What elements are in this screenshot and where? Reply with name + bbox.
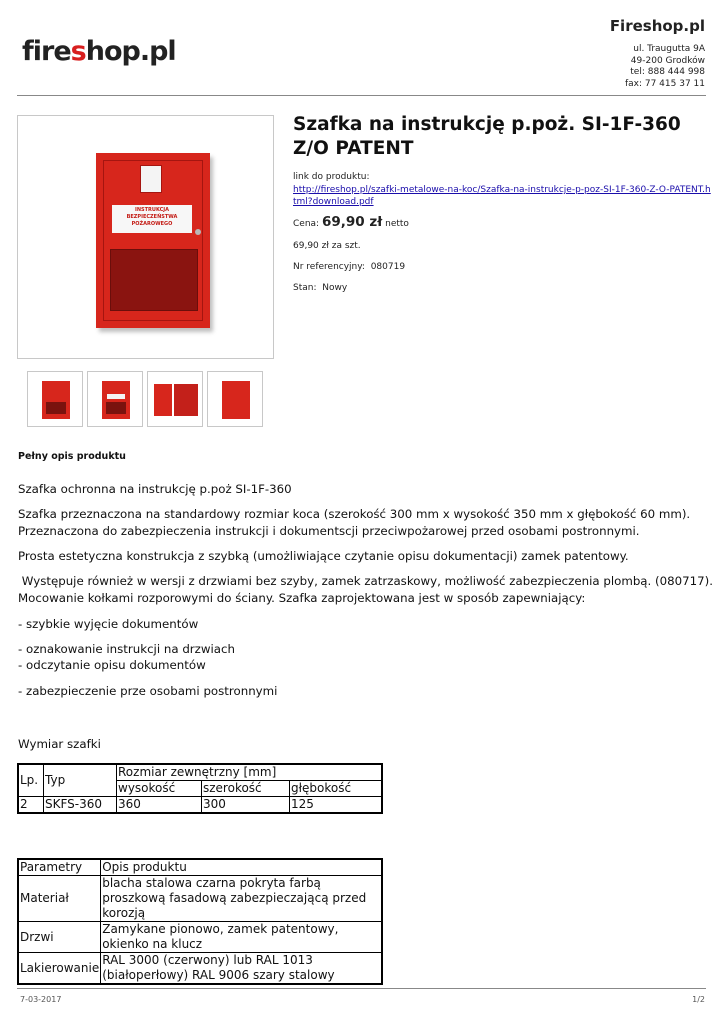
table-row: [18, 922, 382, 953]
table-header-description: Opis produktu: [101, 859, 382, 876]
table-row: [18, 764, 382, 781]
table-cell: 125: [290, 797, 383, 814]
table-cell: 2: [18, 797, 44, 814]
table-cell: RAL 3000 (czerwony) lub RAL 1013 (białoperłowy) RAL 9006 szary stalowy: [101, 953, 382, 985]
table-header-depth: głębokość: [290, 781, 383, 797]
table-cell: 360: [117, 797, 202, 814]
dimensions-table: [17, 763, 383, 814]
table-row: [18, 859, 382, 876]
key-slot: [140, 165, 162, 193]
table-cell: Zamykane pionowo, zamek patentowy, okienko na klucz: [101, 922, 382, 953]
thumb-window: [46, 402, 66, 414]
description-paragraph-2: [18, 506, 708, 540]
description-line: Przeznaczona do zabezpieczenia instrukcji i dokumentscji przeciwpożarowej przed osobami postronnymi.: [18, 524, 640, 538]
reference-value: 080719: [370, 262, 406, 272]
dimensions-heading: Wymiar szafki: [18, 737, 101, 751]
thumbnail-3[interactable]: [147, 371, 203, 427]
description-paragraph-1: Szafka ochronna na instrukcję p.poż SI-1F-360: [18, 482, 292, 496]
table-row: [18, 876, 382, 922]
product-link[interactable]: http://fireshop.pl/szafki-metalowe-na-koc/Szafka-na-instrukcje-p-poz-SI-1F-360-Z-O-PATENT.html?download.pdf: [293, 185, 711, 207]
product-title: Szafka na instrukcję p.poż. SI-1F-360 Z/O PATENT: [293, 114, 681, 159]
price-label: Cena:: [293, 219, 320, 229]
price-row: [293, 216, 409, 230]
product-link-label: link do produktu:: [293, 172, 370, 182]
list-item: - oznakowanie instrukcji na drzwiach: [18, 642, 235, 656]
unit-price: 69,90 zł za szt.: [293, 241, 361, 251]
table-cell: Drzwi: [18, 922, 101, 953]
thumb-open-door: [154, 384, 172, 416]
cabinet-illustration: [96, 153, 210, 328]
footer-date: 7-03-2017: [20, 995, 62, 1004]
table-header-parameters: Parametry: [18, 859, 101, 876]
thumb-cabinet-body: [174, 384, 198, 416]
table-row: [18, 953, 382, 985]
cabinet-window: [110, 249, 198, 311]
description-heading: Pełny opis produktu: [18, 451, 126, 462]
product-main-image[interactable]: [17, 115, 274, 359]
thumb-cabinet: [222, 381, 250, 419]
state-label: Stan:: [293, 283, 317, 293]
description-paragraph-3: Prosta estetyczna konstrukcja z szybką (umożliwiające czytanie opisu dokumentacji) zamek patentowy.: [18, 549, 629, 563]
thumb-window: [106, 402, 126, 414]
state-row: [293, 282, 347, 294]
price-suffix: netto: [385, 219, 409, 229]
shop-address: [625, 44, 705, 90]
table-header-width: szerokość: [202, 781, 290, 797]
table-cell: blacha stalowa czarna pokryta farbą proszkową fasadową zabezpieczającą przed korozją: [101, 876, 382, 922]
list-item: - szybkie wyjęcie dokumentów: [18, 617, 199, 631]
description-paragraph-4: [18, 573, 714, 607]
list-item: - zabezpieczenie prze osobami postronnymi: [18, 684, 278, 698]
thumb-label: [107, 394, 125, 399]
shop-name: Fireshop.pl: [609, 17, 705, 35]
logo-prefix: fire: [22, 36, 71, 67]
address-phone: tel: 888 444 998: [630, 67, 705, 77]
address-city: 49-200 Grodków: [630, 55, 705, 66]
list-item: - odczytanie opisu dokumentów: [18, 658, 206, 672]
lock-icon: [195, 229, 201, 235]
price-value: 69,90 zł: [321, 214, 383, 230]
thumbnail-1[interactable]: [27, 371, 83, 427]
footer-page-number: 1/2: [692, 995, 705, 1004]
table-cell: 300: [202, 797, 290, 814]
reference-row: [293, 261, 405, 273]
table-cell: Materiał: [18, 876, 101, 922]
address-fax: fax: 77 415 37 11: [624, 78, 705, 89]
thumbnail-2[interactable]: [87, 371, 143, 427]
logo-suffix: hop.pl: [85, 36, 176, 67]
table-cell: SKFS-360: [44, 797, 117, 814]
header-divider: [17, 95, 706, 96]
footer-divider: [17, 988, 706, 989]
thumbnail-4[interactable]: [207, 371, 263, 427]
table-header-height: wysokość: [117, 781, 202, 797]
reference-label: Nr referencyjny:: [293, 262, 365, 272]
cabinet-label: INSTRUKCJA BEZPIECZEŃSTWA POŻAROWEGO: [112, 205, 192, 233]
state-value: Nowy: [322, 283, 348, 293]
table-row: [18, 797, 382, 814]
table-header-lp: Lp.: [18, 764, 44, 797]
table-header-group: Rozmiar zewnętrzny [mm]: [117, 764, 383, 781]
description-line: Szafka przeznaczona na standardowy rozmiar koca (szerokość 300 mm x wysokość 350 mm x głębokość 60 mm).: [18, 507, 691, 521]
table-header-typ: Typ: [44, 764, 117, 797]
table-cell: Lakierowanie: [18, 953, 101, 985]
description-line: Mocowanie kołkami rozporowymi do ściany. Szafka zaprojektowana jest w sposób zapewniający:: [18, 591, 586, 605]
address-street: ul. Traugutta 9A: [633, 44, 705, 54]
description-line: Występuje również w wersji z drzwiami bez szyby, zamek zatrzaskowy, możliwość zabezpieczenia plombą. (080717).: [18, 574, 714, 588]
parameters-table: [17, 858, 383, 985]
logo-accent: s: [70, 36, 86, 67]
fireshop-logo[interactable]: [22, 36, 176, 67]
